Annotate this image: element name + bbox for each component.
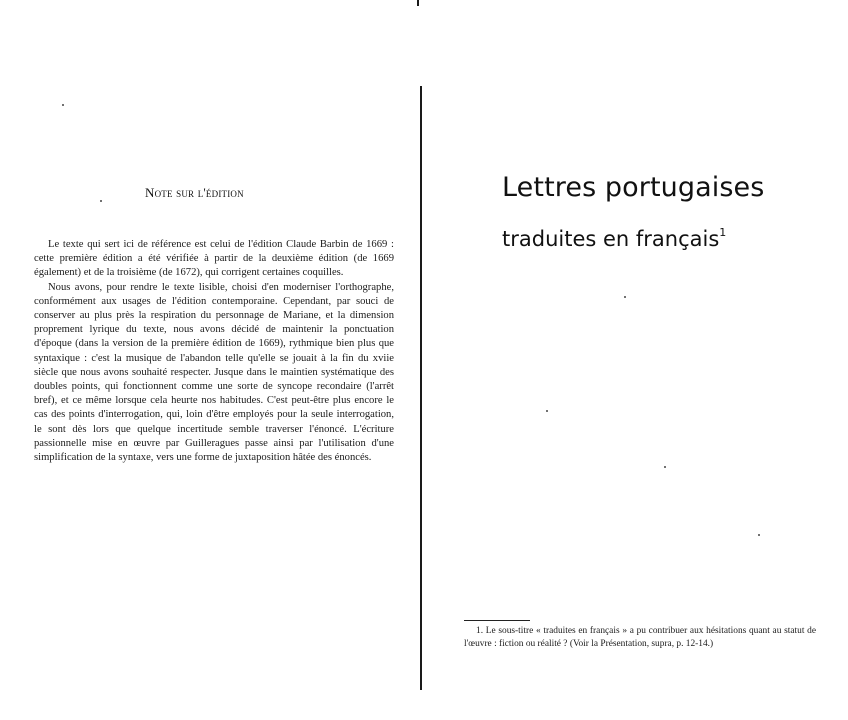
book-title: Lettres portugaises: [502, 172, 765, 203]
left-page: [0, 0, 418, 720]
scan-speck: [100, 200, 102, 202]
book-subtitle: [502, 226, 822, 251]
gutter-mark: [417, 0, 419, 6]
page-gutter: [420, 86, 422, 690]
note-paragraph-2: Nous avons, pour rendre le texte lisible, choisi d'en moderniser l'orthographe, conformément aux usages de l'édition contemporaine. Cependant, par souci de conserver au plus près la respiration du personnage de Mariane, et la dimension proprement lyrique du texte, nous avons décidé de maintenir la ponctuation d'époque (dans la version de la première édition de 1669), rythmique bien plus que syntaxique : c'est la musique de l'abandon telle qu'elle se jouait à la fin du xviie siècle que nous avons souhaité respecter. Jusque dans le maintien systématique des doubles points, qui fonctionnent comme une sorte de syncope recondaire (l'arrêt bref), et ce même lorsque cela heurte nos habitudes. C'est peut-être plus encore le cas des points d'interrogation, qui, loin d'être employés pour la seule interrogation, le sont dès lors que quelque incertitude semble traverser l'énoncé. L'écriture passionnelle mise en œuvre par Guilleragues passe ainsi par l'utilisation d'une simplification de la syntaxe, vers une forme de juxtaposition hâtée des énoncés.: [34, 281, 394, 464]
footnote-text: 1. Le sous-titre « traduites en français » a pu contribuer aux hésitations quant au statut de l'œuvre : fiction ou réalité ? (Voir la Présentation, supra, p. 12-14.): [464, 626, 816, 649]
scan-speck: [62, 104, 64, 106]
right-page: [424, 0, 848, 720]
scan-speck: [624, 296, 626, 298]
scan-speck: [664, 466, 666, 468]
footnote-rule: [464, 620, 530, 621]
footnote: [464, 625, 816, 650]
note-heading: Note sur l'édition: [145, 185, 244, 200]
subtitle-text: traduites en français: [502, 227, 720, 251]
footnote-marker: 1: [719, 226, 727, 239]
note-paragraph-1: Le texte qui sert ici de référence est celui de l'édition Claude Barbin de 1669 : cette première édition a été vérifiée à partir de la deuxième édition (de 1669 également) et de la troisième (de 1672), qui corrigent certaines coquilles.: [34, 239, 394, 279]
scan-speck: [546, 410, 548, 412]
scan-speck: [758, 534, 760, 536]
note-body: [34, 238, 394, 465]
